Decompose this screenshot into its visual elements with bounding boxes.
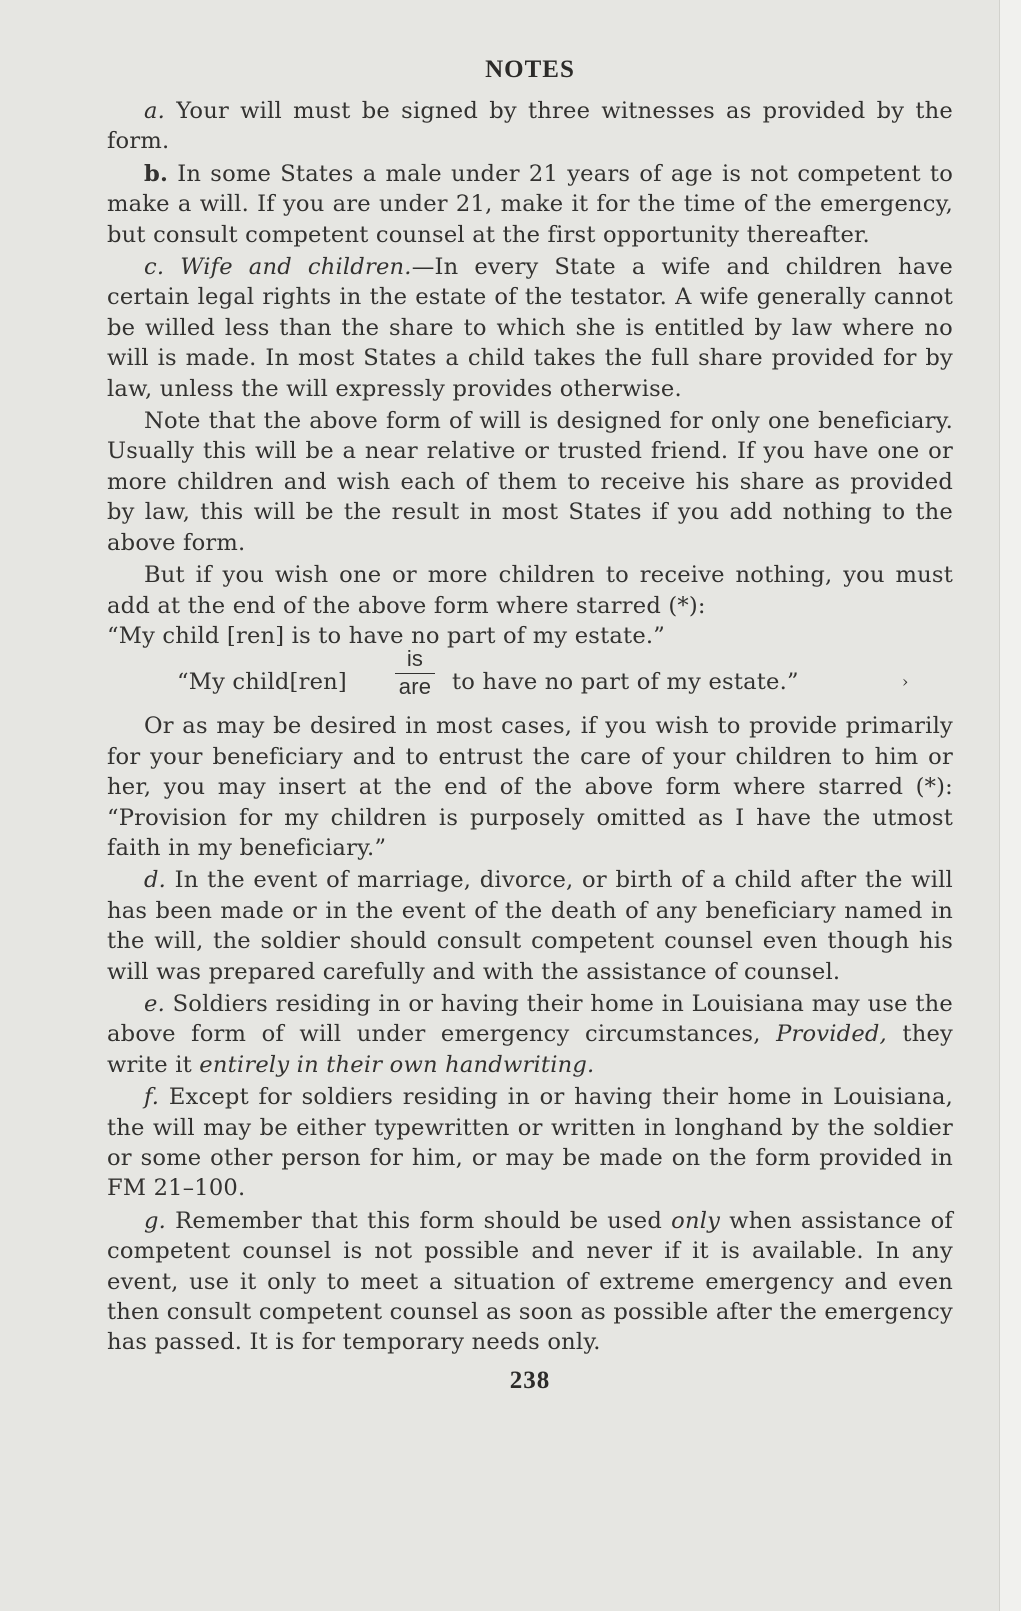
note-g-label: g. bbox=[144, 1207, 167, 1234]
verb-fraction bbox=[395, 647, 435, 699]
note-f bbox=[107, 1082, 953, 1204]
note-f-label: f. bbox=[144, 1084, 160, 1111]
note-g bbox=[107, 1206, 953, 1358]
note-a bbox=[107, 96, 953, 157]
note-g-text2: when assistance of competent counsel is not possible and never if it is available. In any event, use it only to meet a situation of extreme emergency and even then consult competent counsel as soon as possible after the emergency has passed. It is for temporary needs only. bbox=[107, 1207, 953, 1356]
note-e-label: e. bbox=[144, 990, 165, 1017]
note-or-as: Or as may be desired in most cases, if you wish to provide primarily for your beneficiary and to entrust the care of your children to him or her, you may insert at the end of the above form where starred (*): “Provision for my children is purposely omitted as I have the utmost faith in my beneficiary.” bbox=[107, 713, 953, 861]
page-content bbox=[107, 52, 953, 1396]
page-title: NOTES bbox=[485, 56, 575, 83]
note-g-only: only bbox=[671, 1207, 721, 1234]
note-c-label: c. bbox=[144, 254, 165, 281]
note-d bbox=[107, 865, 953, 987]
note-c-heading: Wife and children. bbox=[180, 254, 412, 281]
note-e-text1: Soldiers residing in or having their home in Louisiana may use the above form of will under emergency circumstances, bbox=[107, 990, 953, 1048]
note-but-if-quote: “My child [ren] is to have no part of my estate.” bbox=[107, 622, 666, 649]
alt-quote-suffix: to have no part of my estate.” bbox=[452, 669, 799, 696]
note-f-text: Except for soldiers residing in or having their home in Louisiana, the will may be either typewritten or written in longhand by the soldier or some other person for him, or may be made on the form provided in FM 21–100. bbox=[107, 1084, 953, 1202]
note-b-label: b. bbox=[144, 160, 169, 187]
note-e-provided: Provided, bbox=[776, 1021, 887, 1048]
note-d-text: In the event of marriage, divorce, or birth of a child after the will has been made or in the event of the death of any beneficiary named in the will, the soldier should consult competent counsel even though his will was prepared carefully and with the assistance of counsel. bbox=[107, 867, 953, 985]
note-b-text: In some States a male under 21 years of age is not competent to make a will. If you are under 21, make it for the time of the emergency, but consult competent counsel at the first opportunity thereafter. bbox=[107, 160, 953, 248]
note-g-text1: Remember that this form should be used bbox=[175, 1207, 663, 1234]
note-d-label: d. bbox=[144, 867, 167, 894]
page-number: 238 bbox=[509, 1366, 551, 1394]
note-b bbox=[107, 159, 953, 250]
note-e-text2: they write it bbox=[107, 1021, 953, 1078]
note-e bbox=[107, 989, 953, 1080]
note-one-beneficiary: Note that the above form of will is designed for only one beneficiary. Usually this will be a near relative or trusted friend. If you have one or more children and wish each of them to receive his share as provided by law, this will be the result in most States if you add nothing to the above form. bbox=[107, 408, 953, 556]
alt-quote-prefix: “My child[ren] bbox=[177, 669, 347, 696]
verb-bottom: are bbox=[398, 674, 432, 700]
page-edge bbox=[999, 0, 1021, 1611]
note-c bbox=[107, 252, 953, 404]
note-but-if-text: But if you wish one or more children to receive nothing, you must add at the end of the above form where starred (*): bbox=[107, 562, 953, 619]
note-a-text: Your will must be signed by three witnesses as provided by the form. bbox=[107, 98, 954, 155]
note-e-emphasis: entirely in their own handwriting. bbox=[199, 1051, 595, 1078]
note-but-if bbox=[107, 560, 953, 651]
note-c-text: —In every State a wife and children have certain legal rights in the estate of the testator. A wife generally cannot be willed less than the share to which she is entitled by law where no will is made. In most States a child takes the full share provided for by law, unless the will expressly provides otherwise. bbox=[107, 254, 953, 402]
margin-mark: › bbox=[902, 672, 909, 692]
note-a-label: a. bbox=[144, 98, 166, 124]
verb-top: is bbox=[395, 647, 435, 674]
alt-quote-line bbox=[107, 646, 953, 705]
